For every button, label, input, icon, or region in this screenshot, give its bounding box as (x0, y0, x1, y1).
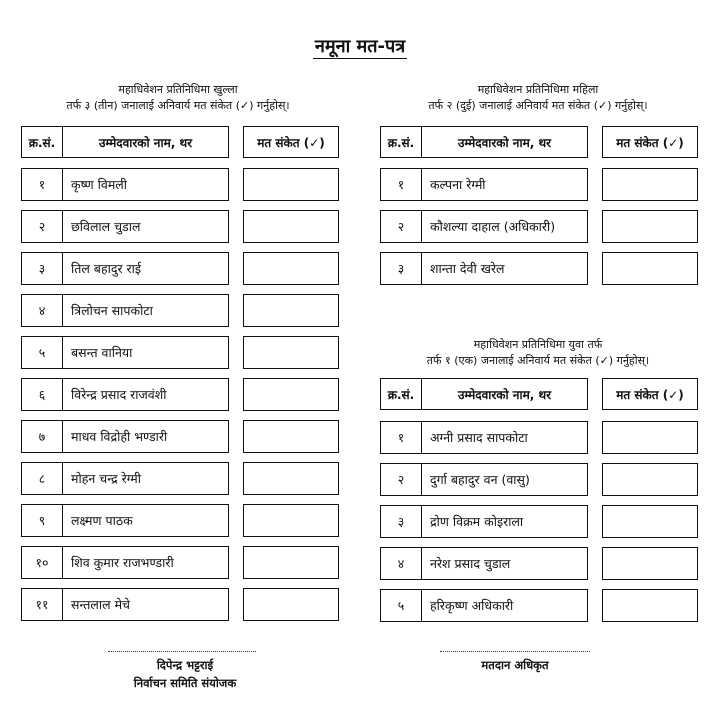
vote-mark-box[interactable] (243, 168, 339, 201)
candidate-row (21, 504, 229, 537)
candidate-serial: १ (22, 169, 63, 200)
candidate-name: दुर्गा बहादुर वन (वासु) (430, 472, 530, 487)
candidate-serial: ३ (22, 253, 63, 284)
candidate-name: कृष्ण विमली (71, 177, 128, 192)
candidate-row (21, 252, 229, 285)
candidate-row (380, 168, 588, 201)
candidate-serial: ३ (381, 506, 422, 537)
candidate-name: शान्ता देवी खरेल (430, 261, 505, 276)
vote-mark-box[interactable] (243, 210, 339, 243)
column-header-mark: मत संकेत (✓) (243, 126, 339, 158)
candidate-name: अग्नी प्रसाद सापकोटा (430, 430, 528, 445)
vote-mark-box[interactable] (602, 505, 698, 538)
candidate-row (21, 588, 229, 621)
column-header-serial: क्र.सं. (380, 378, 422, 410)
candidate-serial: ६ (22, 379, 63, 410)
signature-left-name: दिपेन्द्र भट्टराई (156, 658, 214, 672)
column-header-mark: मत संकेत (✓) (602, 378, 698, 410)
right-top-instruction-text: तर्फ २ (दुई) जनालाई अनिवार्य मत संकेत (✓) गर्नुहोस्। (428, 99, 648, 112)
candidate-name: छविलाल चुडाल (71, 219, 141, 234)
vote-mark-box[interactable] (602, 547, 698, 580)
vote-mark-box[interactable] (243, 504, 339, 537)
vote-mark-box[interactable] (602, 463, 698, 496)
candidate-row (21, 546, 229, 579)
candidate-serial: १० (22, 547, 63, 578)
candidate-name: द्रोण विक्रम कोइराला (430, 514, 524, 529)
candidate-serial: ३ (381, 253, 422, 284)
vote-mark-box[interactable] (243, 294, 339, 327)
signature-line-right (440, 651, 590, 652)
vote-mark-box[interactable] (602, 168, 698, 201)
vote-mark-box[interactable] (602, 421, 698, 454)
vote-mark-box[interactable] (602, 589, 698, 622)
signature-left-role: निर्वाचन समिति संयोजक (133, 676, 237, 690)
candidate-serial: ११ (22, 589, 63, 620)
right-top-heading-text: महाधिवेशन प्रतिनिधिमा महिला (477, 83, 599, 96)
candidate-serial: ४ (22, 295, 63, 326)
candidate-row (380, 210, 588, 243)
vote-mark-box[interactable] (243, 462, 339, 495)
candidate-row (380, 589, 588, 622)
candidate-serial: २ (381, 211, 422, 242)
candidate-name: माधव विद्रोही भण्डारी (71, 429, 168, 444)
candidate-row (21, 336, 229, 369)
candidate-serial: ७ (22, 421, 63, 452)
left-section-heading (18, 82, 338, 114)
candidate-row (380, 505, 588, 538)
vote-mark-box[interactable] (243, 588, 339, 621)
column-header-name: उम्मेदवारको नाम, थर (421, 378, 588, 410)
candidate-name: तिल बहादुर राई (71, 261, 142, 276)
candidate-row (380, 252, 588, 285)
vote-mark-box[interactable] (602, 252, 698, 285)
column-header-serial: क्र.सं. (380, 126, 422, 158)
candidate-name: शिव कुमार राजभण्डारी (71, 555, 174, 570)
candidate-row (21, 378, 229, 411)
signature-right (415, 656, 615, 674)
candidate-row (380, 547, 588, 580)
candidate-name: विरेन्द्र प्रसाद राजवंशी (71, 387, 167, 402)
right-bottom-heading-text: महाधिवेशन प्रतिनिधिमा युवा तर्फ (473, 338, 603, 351)
candidate-serial: २ (22, 211, 63, 242)
candidate-name: बसन्त वानिया (71, 345, 133, 360)
candidate-serial: ५ (22, 337, 63, 368)
ballot-title: नमूना मत-पत्र (314, 36, 406, 57)
candidate-row (380, 463, 588, 496)
vote-mark-box[interactable] (602, 210, 698, 243)
column-header-name: उम्मेदवारको नाम, थर (62, 126, 229, 158)
signature-right-role: मतदान अधिकृत (481, 658, 549, 672)
vote-mark-box[interactable] (243, 546, 339, 579)
candidate-serial: ४ (381, 548, 422, 579)
candidate-row (21, 168, 229, 201)
candidate-name: कौशल्या दाहाल (अधिकारी) (430, 219, 556, 234)
candidate-serial: १ (381, 422, 422, 453)
candidate-serial: ८ (22, 463, 63, 494)
candidate-serial: ५ (381, 590, 422, 621)
candidate-serial: ९ (22, 505, 63, 536)
candidate-name: हरिकृष्ण अधिकारी (430, 598, 514, 613)
left-instruction-text: तर्फ ३ (तीन) जनालाई अनिवार्य मत संकेत (✓) गर्नुहोस्। (66, 99, 290, 112)
candidate-name: कल्पना रेग्मी (430, 177, 486, 192)
candidate-row (380, 421, 588, 454)
left-heading-text: महाधिवेशन प्रतिनिधिमा खुल्ला (118, 83, 238, 96)
column-header-serial: क्र.सं. (21, 126, 63, 158)
candidate-row (21, 294, 229, 327)
column-header-mark: मत संकेत (✓) (602, 126, 698, 158)
right-bottom-instruction-text: तर्फ १ (एक) जनालाई अनिवार्य मत संकेत (✓) गर्नुहोस्। (426, 354, 650, 367)
signature-left (80, 656, 290, 692)
candidate-name: त्रिलोचन सापकोटा (71, 303, 153, 318)
candidate-serial: २ (381, 464, 422, 495)
vote-mark-box[interactable] (243, 420, 339, 453)
right-bottom-section-heading (378, 337, 698, 369)
candidate-name: मोहन चन्द्र रेग्मी (71, 471, 142, 486)
candidate-row (21, 210, 229, 243)
vote-mark-box[interactable] (243, 378, 339, 411)
candidate-row (21, 420, 229, 453)
signature-line-left (108, 651, 256, 652)
candidate-name: नरेश प्रसाद चुडाल (430, 556, 511, 571)
candidate-serial: १ (381, 169, 422, 200)
vote-mark-box[interactable] (243, 336, 339, 369)
candidate-name: सन्तलाल मेचे (71, 597, 130, 612)
candidate-row (21, 462, 229, 495)
vote-mark-box[interactable] (243, 252, 339, 285)
column-header-name: उम्मेदवारको नाम, थर (421, 126, 588, 158)
right-top-section-heading (378, 82, 698, 114)
candidate-name: लक्ष्मण पाठक (71, 513, 133, 528)
